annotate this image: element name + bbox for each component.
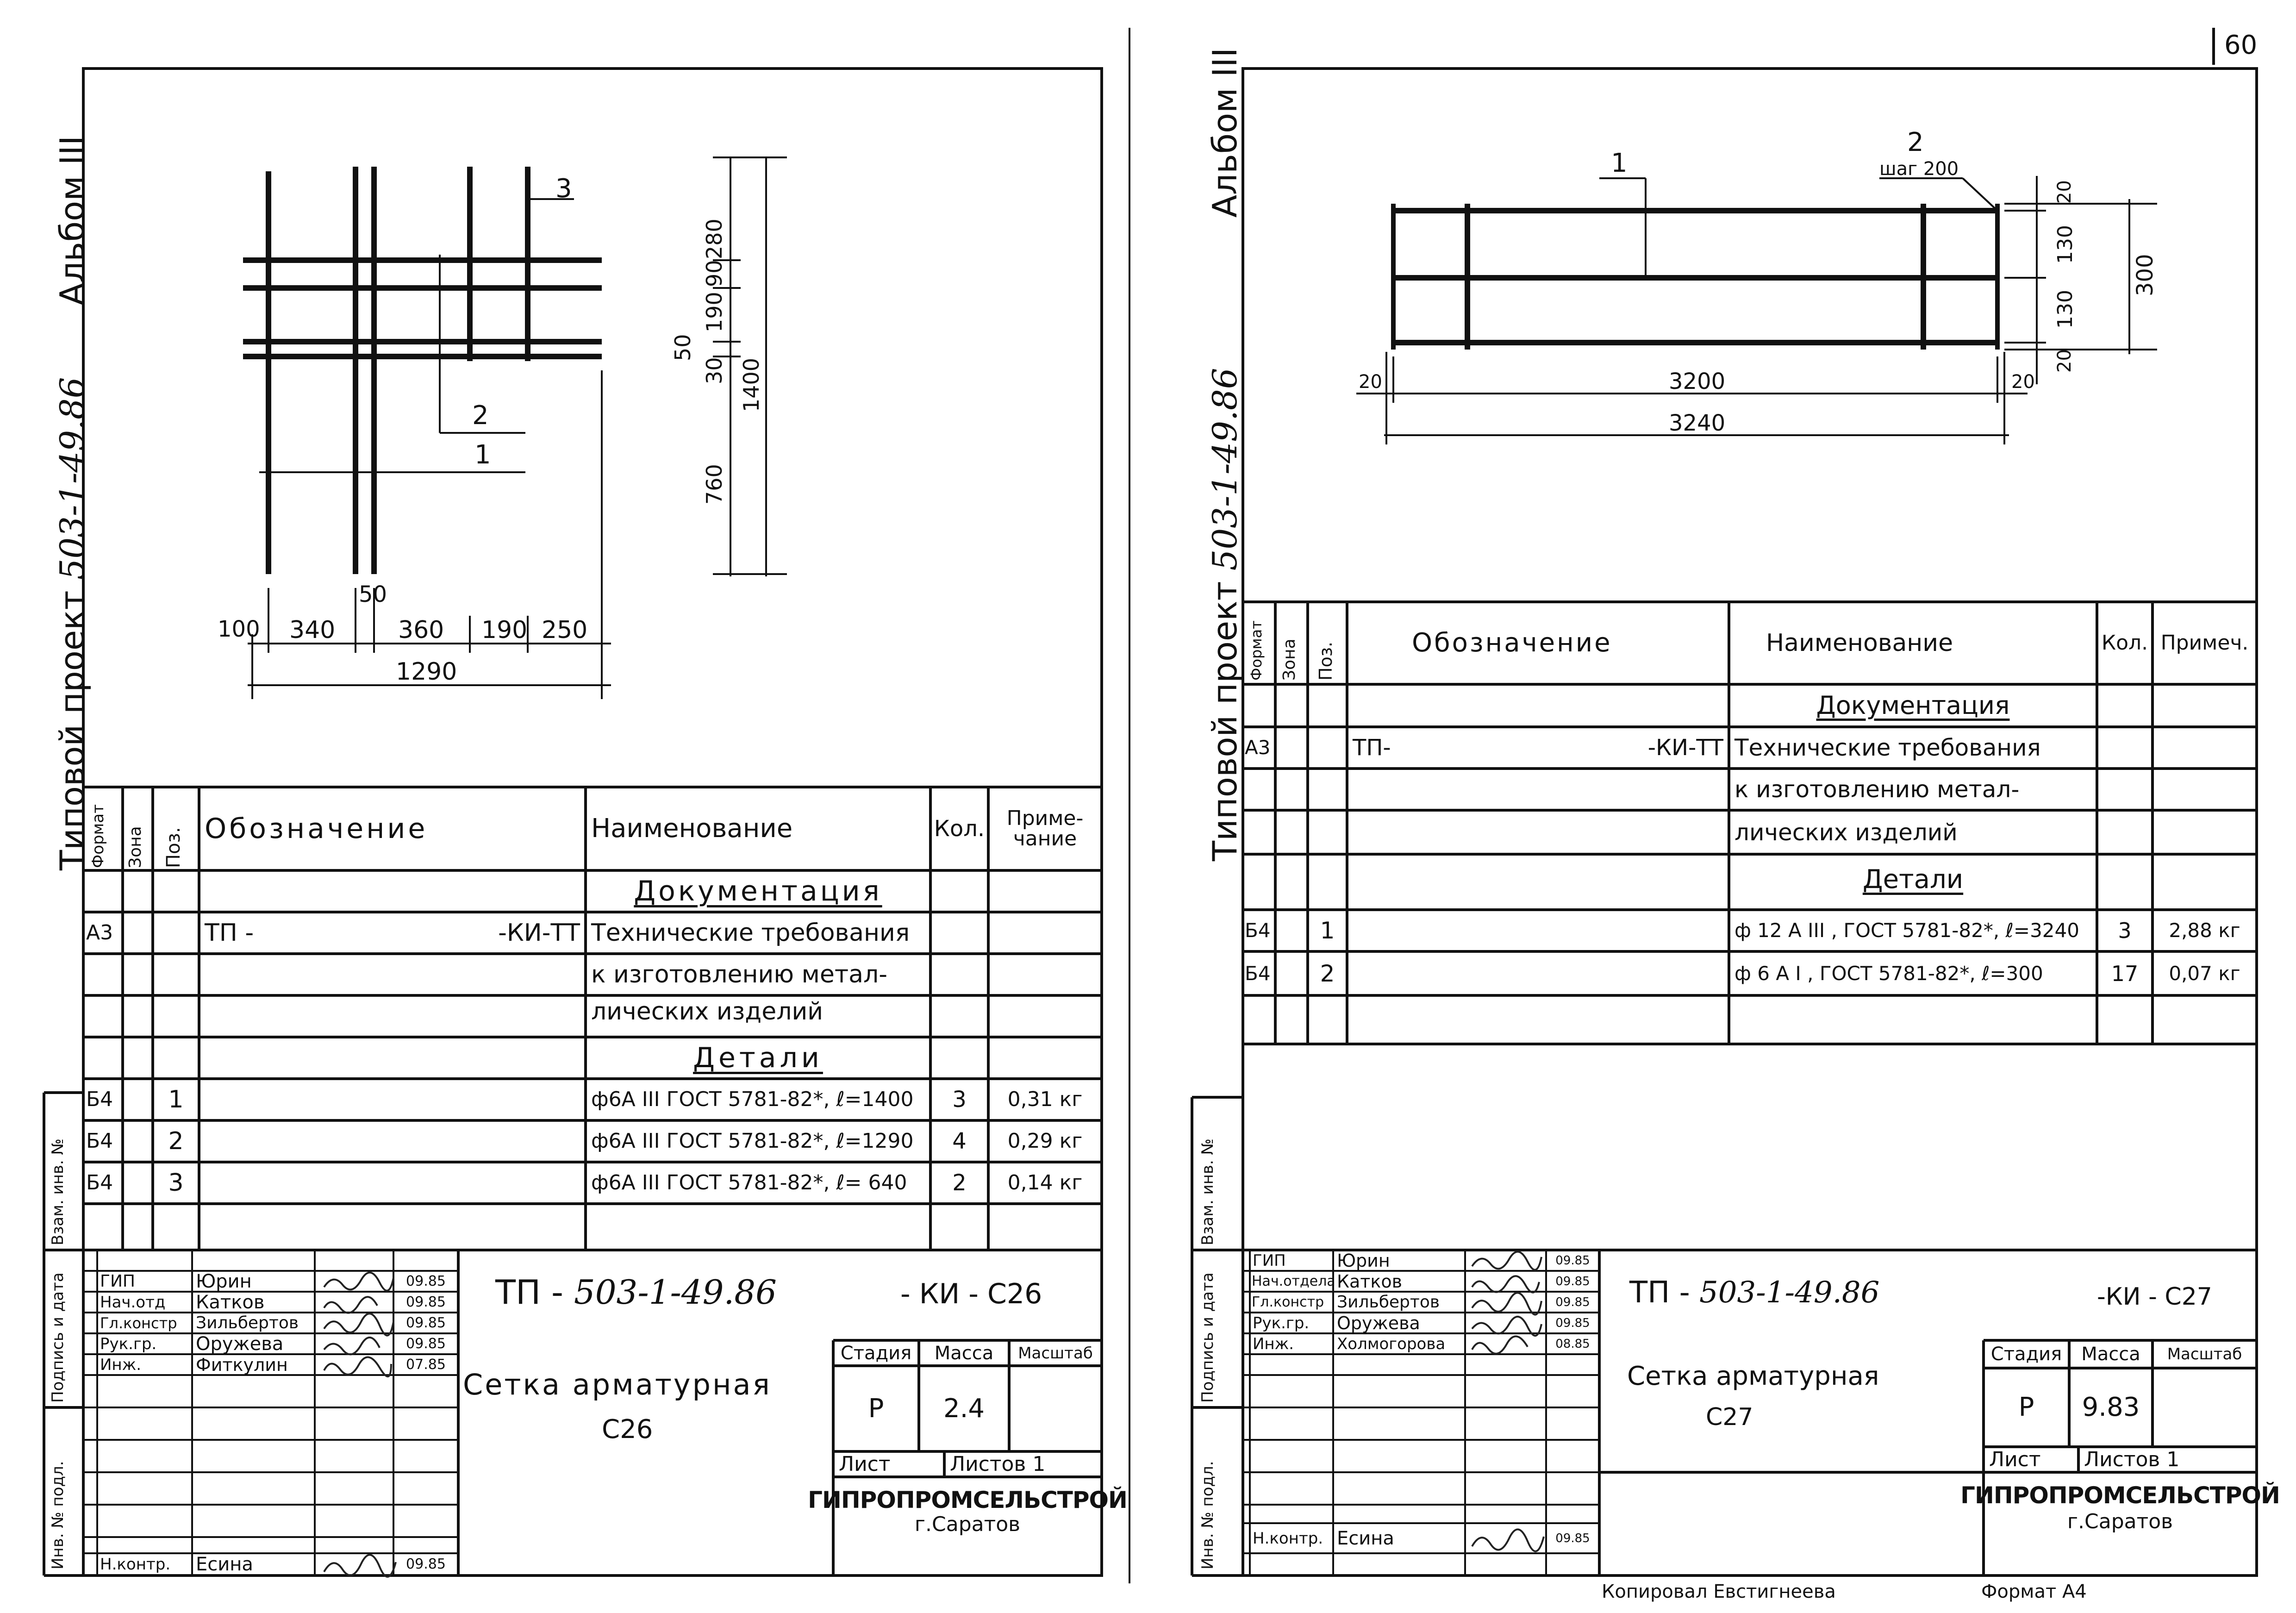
dim-r-3240: 3240: [1669, 410, 1726, 436]
right-row-2-name: ф 6 А I , ГОСТ 5781-82*, ℓ=300: [1734, 962, 2043, 985]
left-row-1-pos: 1: [168, 1086, 184, 1113]
left-project-label: Типовой проект 503-1-49.86: [53, 377, 92, 870]
dim-r-130-a: 130: [2053, 225, 2077, 264]
left-tb-title-line-2: С26: [602, 1414, 653, 1444]
dim-1400: 1400: [739, 357, 764, 412]
dim-1290: 1290: [396, 658, 457, 686]
left-tb-mass: 2.4: [943, 1393, 985, 1424]
right-tb-name-2: Катков: [1337, 1271, 1402, 1292]
footer-copied-by: Копировал Евстигнеева: [1602, 1581, 1836, 1602]
right-tb-code-suffix: -КИ - С27: [2097, 1283, 2212, 1311]
right-doc-name-line-3: лических изделий: [1734, 819, 1958, 846]
left-row-3-note: 0,14 кг: [1007, 1171, 1083, 1194]
right-tb-date-1: 09.85: [1555, 1253, 1590, 1268]
dim-r-20-top: 20: [2054, 180, 2075, 204]
right-tb-title-line-2: С27: [1706, 1403, 1753, 1431]
left-tb-control-role: Н.контр.: [100, 1555, 171, 1574]
dim-r-130-b: 130: [2053, 290, 2077, 329]
dim-50v: 50: [670, 334, 695, 361]
right-side-inv-vzam: Взам. инв. №: [1198, 1138, 1217, 1245]
right-signature-2: [1472, 1276, 1539, 1292]
right-signature-4: [1472, 1317, 1541, 1336]
footer-format: Формат А4: [1981, 1581, 2087, 1602]
right-signature-control: [1472, 1529, 1544, 1551]
right-side-sign-date: Подпись и дата: [1198, 1272, 1217, 1403]
dim-90: 90: [702, 260, 727, 287]
right-project-label: Типовой проект 503-1-49.86: [1205, 368, 1244, 861]
dim-190v: 190: [702, 292, 727, 332]
dim-r-20-left: 20: [1359, 371, 1382, 393]
left-tb-name-4: Оружева: [196, 1333, 284, 1355]
right-tb-org: ГИПРОПРОМСЕЛЬСТРОЙ: [1960, 1482, 2280, 1509]
left-tb-scale-label: Масштаб: [1018, 1344, 1093, 1363]
left-tb-role-2: Нач.отд: [100, 1293, 166, 1312]
dim-50: 50: [359, 581, 387, 607]
right-tb-name-3: Зильбертов: [1337, 1292, 1440, 1312]
right-tb-title-line-1: Сетка арматурная: [1627, 1361, 1879, 1391]
left-header-note: Приме- чание: [1006, 806, 1084, 850]
left-row-1-format: Б4: [86, 1088, 113, 1111]
right-tb-date-3: 09.85: [1555, 1295, 1590, 1309]
left-section-details: Детали: [693, 1042, 823, 1074]
right-doc-name-line-1: Технические требования: [1734, 734, 2041, 761]
dim-100: 100: [218, 616, 260, 642]
dim-r-20-right: 20: [2011, 371, 2035, 393]
right-signature-1: [1472, 1252, 1541, 1270]
right-section-details: Детали: [1862, 864, 1964, 894]
right-tb-name-4: Оружева: [1337, 1313, 1420, 1333]
dim-360: 360: [398, 616, 444, 644]
left-row-2-format: Б4: [86, 1129, 113, 1153]
left-tb-role-1: ГИП: [100, 1271, 135, 1291]
right-tb-scale-label: Масштаб: [2167, 1345, 2242, 1363]
right-album-label: Альбом III: [1205, 47, 1244, 218]
left-tb-org: ГИПРОПРОМСЕЛЬСТРОЙ: [808, 1487, 1127, 1513]
left-header-qty: Кол.: [934, 816, 985, 842]
left-header-format: Формат: [89, 804, 107, 868]
left-tb-date-5: 07.85: [406, 1356, 446, 1373]
dim-r-300: 300: [2132, 254, 2158, 296]
right-tb-role-4: Рук.гр.: [1253, 1313, 1310, 1332]
dim-r-20-bottom: 20: [2054, 349, 2075, 373]
left-section-docs: Документация: [634, 875, 882, 907]
left-tb-mass-label: Масса: [934, 1342, 994, 1364]
right-row-1-qty: 3: [2118, 918, 2132, 943]
left-doc-format: А3: [86, 921, 113, 944]
right-row-1-pos: 1: [1320, 917, 1335, 944]
left-tb-control-name: Есина: [196, 1554, 253, 1575]
right-tb-date-2: 09.85: [1555, 1274, 1590, 1288]
right-header-name: Наименование: [1766, 629, 1953, 657]
left-doc-designation-right: -КИ-ТТ: [498, 919, 580, 947]
right-tb-stage-label: Стадия: [1990, 1344, 2062, 1365]
right-tb-role-5: Инж.: [1253, 1334, 1294, 1353]
right-tb-name-1: Юрин: [1337, 1250, 1390, 1271]
right-tb-date-4: 09.85: [1555, 1316, 1590, 1330]
left-doc-designation-left: ТП -: [205, 919, 254, 947]
left-tb-code: ТП - 503-1-49.86: [495, 1273, 777, 1312]
left-header-zone: Зона: [126, 826, 145, 868]
left-row-1-qty: 3: [952, 1087, 967, 1113]
left-tb-name-5: Фиткулин: [196, 1354, 288, 1375]
right-tb-sheet-label: Лист: [1989, 1447, 2041, 1471]
left-header-designation: Обозначение: [205, 813, 428, 845]
left-tb-name-2: Катков: [196, 1291, 265, 1313]
left-tb-date-2: 09.85: [406, 1294, 446, 1310]
left-row-2-pos: 2: [168, 1127, 184, 1155]
left-row-3-name: ф6А III ГОСТ 5781-82*, ℓ= 640: [591, 1171, 907, 1194]
left-row-1-note: 0,31 кг: [1007, 1088, 1083, 1111]
left-row-1-name: ф6А III ГОСТ 5781-82*, ℓ=1400: [591, 1088, 914, 1111]
right-tb-date-5: 08.85: [1555, 1337, 1590, 1351]
left-tb-role-5: Инж.: [100, 1355, 142, 1374]
page-number: 60: [2224, 30, 2258, 60]
right-tb-control-date: 09.85: [1555, 1531, 1590, 1545]
left-pos-1: 1: [474, 440, 491, 470]
right-step-label: шаг 200: [1879, 158, 1959, 180]
right-signature-3: [1472, 1293, 1541, 1314]
right-row-2-qty: 17: [2111, 961, 2139, 986]
left-doc-name-line-3: лических изделий: [591, 998, 824, 1025]
right-row-1-name: ф 12 А III , ГОСТ 5781-82*, ℓ=3240: [1734, 919, 2079, 942]
dim-760: 760: [702, 464, 727, 505]
left-tb-date-1: 09.85: [406, 1273, 446, 1289]
left-tb-stage-label: Стадия: [840, 1342, 912, 1364]
dim-30: 30: [702, 357, 727, 384]
right-signature-5: [1472, 1336, 1528, 1354]
right-tb-role-3: Гл.констр: [1252, 1294, 1324, 1310]
dim-190: 190: [481, 616, 528, 644]
left-tb-name-1: Юрин: [196, 1270, 252, 1292]
left-tb-role-4: Рук.гр.: [100, 1334, 157, 1353]
right-row-2-note: 0,07 кг: [2169, 962, 2240, 985]
left-row-2-qty: 4: [952, 1128, 967, 1154]
left-tb-name-3: Зильбертов: [196, 1313, 299, 1332]
right-row-1-format: Б4: [1245, 919, 1271, 942]
right-tb-city: г.Саратов: [2067, 1510, 2173, 1533]
left-tb-sheet-label: Лист: [839, 1452, 891, 1476]
left-album-label: Альбом III: [53, 135, 92, 306]
right-tb-code: ТП - 503-1-49.86: [1629, 1275, 1880, 1310]
left-tb-control-date: 09.85: [406, 1556, 446, 1572]
right-row-2-format: Б4: [1245, 962, 1271, 985]
dim-340: 340: [289, 616, 336, 644]
dim-280: 280: [702, 219, 727, 259]
left-side-inv-podl: Инв. № подл.: [49, 1461, 67, 1569]
right-header-zone: Зона: [1280, 638, 1299, 681]
right-header-note: Примеч.: [2160, 631, 2249, 655]
right-tb-stage: Р: [2018, 1392, 2034, 1422]
right-side-inv-podl: Инв. № подл.: [1198, 1461, 1217, 1569]
right-pos-1: 1: [1611, 148, 1628, 178]
right-tb-role-2: Нач.отдела: [1252, 1273, 1335, 1289]
left-tb-date-3: 09.85: [406, 1314, 446, 1331]
left-row-3-qty: 2: [952, 1170, 967, 1196]
left-doc-name-line-2: к изготовлению метал-: [591, 961, 887, 988]
right-tb-mass: 9.83: [2082, 1392, 2140, 1422]
left-tb-code-suffix: - КИ - С26: [900, 1278, 1042, 1310]
right-row-2-pos: 2: [1320, 960, 1335, 987]
dim-250: 250: [542, 616, 588, 644]
right-header-format: Формат: [1248, 620, 1265, 681]
left-pos-3: 3: [555, 174, 572, 204]
left-row-2-name: ф6А III ГОСТ 5781-82*, ℓ=1290: [591, 1129, 914, 1153]
right-doc-name-line-2: к изготовлению метал-: [1734, 776, 2020, 803]
right-header-designation: Обозначение: [1412, 628, 1612, 658]
dim-r-3200: 3200: [1669, 369, 1726, 394]
right-tb-role-1: ГИП: [1253, 1251, 1286, 1270]
right-header-pos: Поз.: [1316, 641, 1336, 681]
left-tb-city: г.Саратов: [914, 1513, 1021, 1536]
left-row-3-format: Б4: [86, 1171, 113, 1194]
right-header-qty: Кол.: [2101, 631, 2148, 655]
left-tb-role-3: Гл.констр: [100, 1314, 177, 1332]
left-side-inv-vzam: Взам. инв. №: [49, 1138, 67, 1245]
right-section-docs: Документация: [1816, 691, 2010, 720]
left-tb-stage: Р: [868, 1393, 884, 1424]
right-row-1-note: 2,88 кг: [2169, 919, 2240, 942]
left-pos-2: 2: [472, 400, 489, 431]
left-tb-sheets-label: Листов 1: [950, 1452, 1046, 1476]
right-tb-mass-label: Масса: [2081, 1344, 2140, 1365]
right-pos-2: 2: [1907, 127, 1924, 157]
right-tb-sheets-label: Листов 1: [2084, 1447, 2180, 1471]
left-row-2-note: 0,29 кг: [1007, 1129, 1083, 1153]
right-doc-format: А3: [1245, 736, 1271, 759]
right-tb-control-name: Есина: [1337, 1527, 1394, 1549]
right-tb-name-5: Холмогорова: [1337, 1334, 1446, 1353]
left-header-name: Наименование: [591, 813, 793, 844]
left-tb-title-line-1: Сетка арматурная: [463, 1368, 772, 1401]
left-tb-date-4: 09.85: [406, 1335, 446, 1352]
left-header-pos: Поз.: [163, 827, 184, 868]
left-row-3-pos: 3: [168, 1169, 184, 1197]
right-doc-designation-right: -КИ-ТТ: [1647, 735, 1723, 761]
right-doc-designation-left: ТП-: [1353, 735, 1391, 761]
left-side-sign-date: Подпись и дата: [49, 1272, 67, 1403]
left-doc-name-line-1: Технические требования: [591, 919, 910, 947]
right-tb-control-role: Н.контр.: [1253, 1529, 1323, 1548]
